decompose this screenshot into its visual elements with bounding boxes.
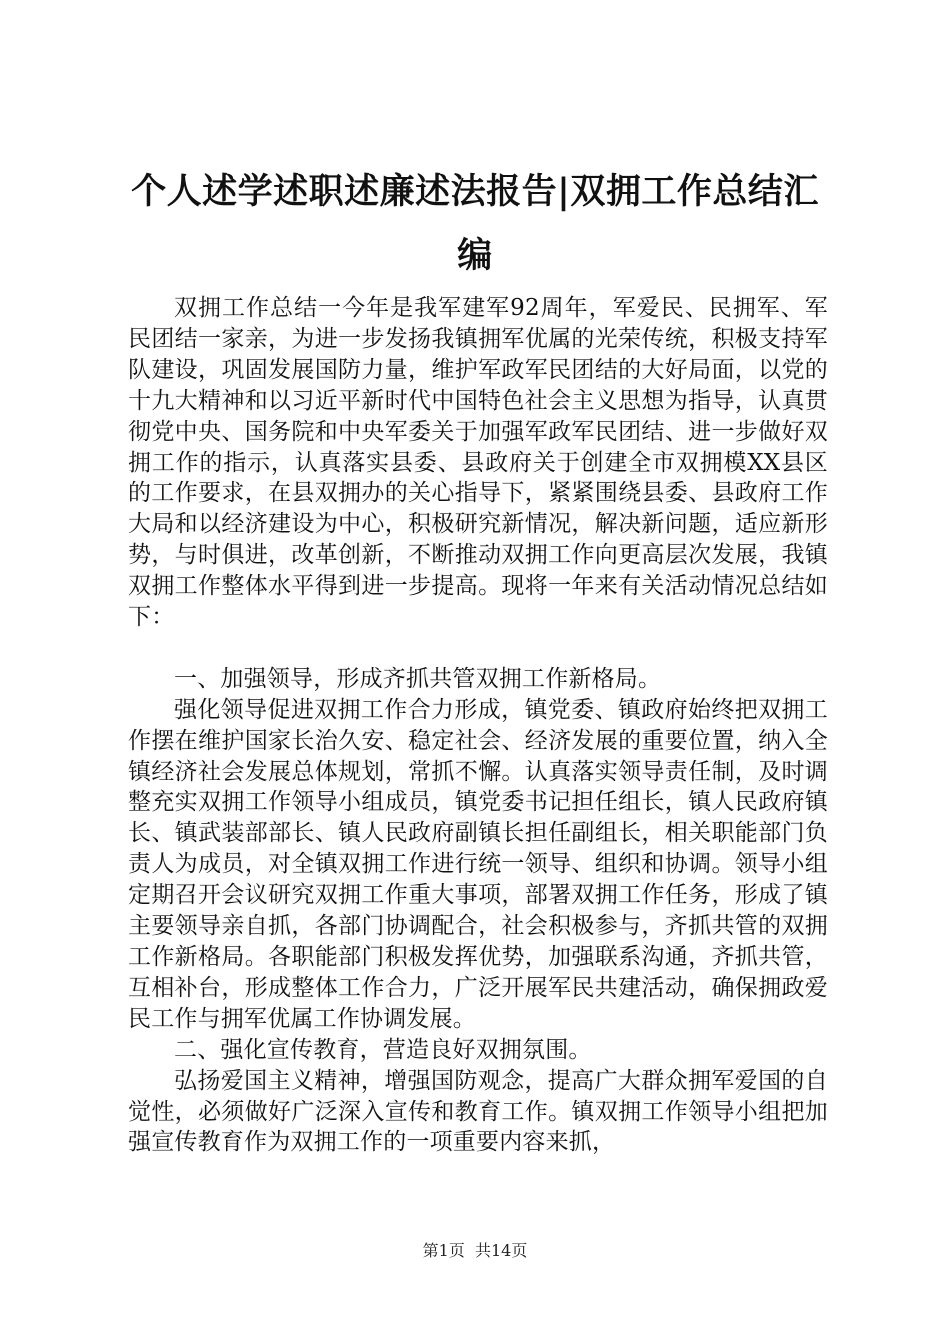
page-number: 第1页 共14页 (422, 1241, 528, 1260)
page-footer (0, 1240, 950, 1262)
document-body (128, 293, 828, 1158)
paragraph-intro: 双拥工作总结一今年是我军建军92周年，军爱民、民拥军、军民团结一家亲，为进一步发扬我镇拥军优属的光荣传统，积极支持军队建设，巩固发展国防力量，维护军政军民团结的大好局面，以党的十九大精神和以习近平新时代中国特色社会主义思想为指导，认真贯彻党中央、国务院和中央军委关于加强军政军民团结、进一步做好双拥工作的指示，认真落实县委、县政府关于创建全市双拥模XX县区的工作要求，在县双拥办的关心指导下，紧紧围绕县委、县政府工作大局和以经济建设为中心，积极研究新情况，解决新问题，适应新形势，与时俱进，改革创新，不断推动双拥工作向更高层次发展，我镇双拥工作整体水平得到进一步提高。现将一年来有关活动情况总结如下： (128, 295, 828, 631)
section-heading-2: 二、强化宣传教育，营造良好双拥氛围。 (174, 1036, 592, 1063)
paragraph-section-2: 弘扬爱国主义精神，增强国防观念，提高广大群众拥军爱国的自觉性，必须做好广泛深入宣传和教育工作。镇双拥工作领导小组把加强宣传教育作为双拥工作的一项重要内容来抓， (128, 1067, 828, 1156)
section-heading-1: 一、加强领导，形成齐抓共管双拥工作新格局。 (174, 665, 662, 692)
document-title: 个人述学述职述廉述法报告|双拥工作总结汇编 (131, 171, 819, 276)
paragraph-section-1: 强化领导促进双拥工作合力形成，镇党委、镇政府始终把双拥工作摆在维护国家长治久安、稳定社会、经济发展的重要位置，纳入全镇经济社会发展总体规划，常抓不懈。认真落实领导责任制，及时调整充实双拥工作领导小组成员，镇党委书记担任组长，镇人民政府镇长、镇武装部部长、镇人民政府副镇长担任副组长，相关职能部门负责人为成员，对全镇双拥工作进行统一领导、组织和协调。领导小组定期召开会议研究双拥工作重大事项，部署双拥工作任务，形成了镇主要领导亲自抓，各部门协调配合，社会积极参与，齐抓共管的双拥工作新格局。各职能部门积极发挥优势，加强联系沟通，齐抓共管，互相补台，形成整体工作合力，广泛开展军民共建活动，确保拥政爱民工作与拥军优属工作协调发展。 (128, 696, 828, 1032)
